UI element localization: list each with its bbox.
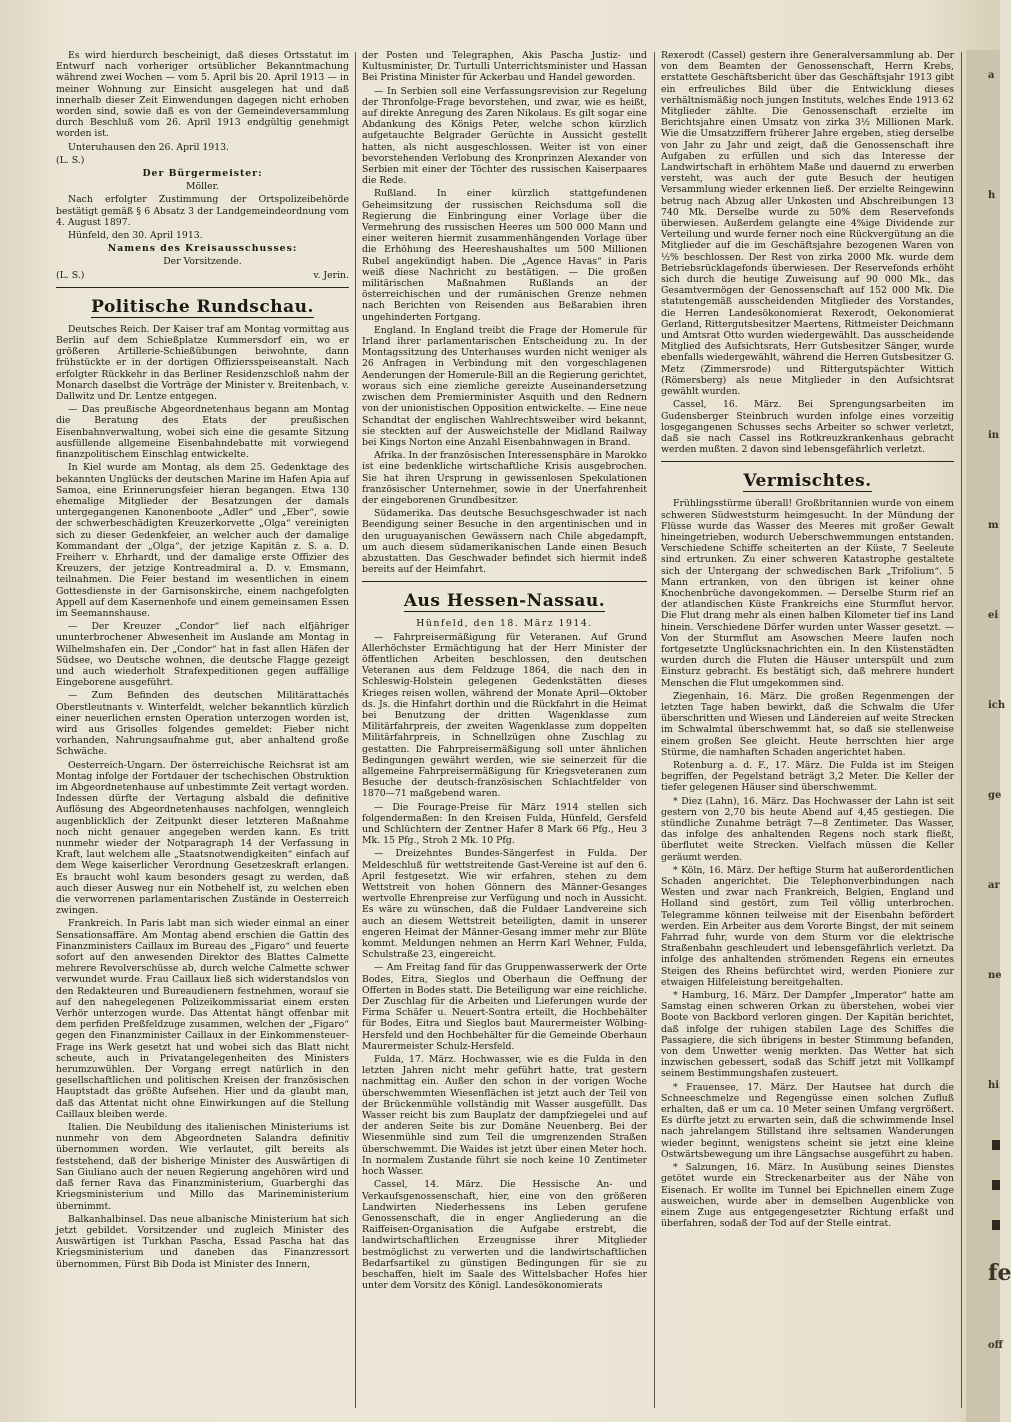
ornament-mark: [992, 1220, 1000, 1230]
paragraph: — Dreizehntes Bundes-Sängerfest in Fulda. Der Meldeschluß für wettstreitende Gast-Vereine ist auf den 6. April festgesetzt. Wie wir erfahren, stehen zu dem Wettstreit von hohen Gönnern des Männer-Gesanges wertvolle Ehrenpreise zur Verfügung und noch in Aussicht. Es wäre zu wünschen, daß die Fuldaer Landvereine sich auch an diesem Wettstreit beteiligten, damit in unserer engeren Heimat der Männer-Gesang immer mehr zur Blüte kommt. Meldungen nehmen an Herrn Karl Wehner, Fulda, Schulstraße 23, eingereicht.: [362, 848, 647, 961]
signature-title: Der Bürgermeister:: [142, 168, 263, 180]
seal-mark: (L. S.): [56, 154, 85, 166]
paragraph: * Köln, 16. März. Der heftige Sturm hat außerordentlichen Schaden angerichtet. Die Telephonverbindungen nach Westen und zwar nach Frankreich, Belgien, England und Holland sind gestört, zum Teil völlig unterbrochen. Telegramme können teilweise mit der Eisenbahn befördert werden. Ein Arbeiter aus dem Vororte Bingst, der mit seinem Fahrrad fuhr, wurde von dem Sturm vor die elektrische Straßenbahn geschleudert und lebensgefährlich verletzt. Da infolge des anhaltenden strömenden Regens ein erneutes Steigen des Rheins befürchtet wird, werden Pioniere zur etwaigen Hilfeleistung bereitgehalten.: [661, 864, 954, 988]
margin-fragment: ge: [988, 790, 1002, 801]
paragraph: Frankreich. In Paris labt man sich wieder einmal an einer Sensationsaffäre. Am Montag abend erschien die Gattin des Finanzministers Caillaux im Bureau des „Figaro“ und feuerte sofort auf den anwesenden Direktor des Blattes Calmette mehrere Revolverschüsse ab, durch welche Calmette schwer verwundet wurde. Frau Caillaux ließ sich widerstandslos von den Redakteuren und Bureaudienern festnehmen, worauf sie auf den nahegelegenen Polizeikommissariat einem ersten Verhör unterzogen wurde. Das Attentat hängt offenbar mit dem perfiden Preßfeldzuge zusammen, welchen der „Figaro“ gegen den Finanzminister Caillaux in der Einkommensteuer-Frage ins Werk gesetzt hat und wobei sich das Blatt nicht scheute, auch in Privatangelegenheiten des Ministers herumzuwühlen. Der Vorgang erregt natürlich in den gesellschaftlichen und politischen Kreisen der französischen Hauptstadt das größte Aufsehen. Hier und da glaubt man, daß das Attentat nicht ohne Einwirkungen auf die Stellung Caillaux bleiben werde.: [56, 918, 349, 1120]
column-1: [56, 50, 349, 1408]
paragraph: — In Serbien soll eine Verfassungsrevision zur Regelung der Thronfolge-Frage bevorstehen, und zwar, wie es heißt, auf direkte Anregung des Zaren Nikolaus. Es gilt sogar eine Abdankung des Königs Peter, welche schon kürzlich aufgetauchte Belgrader Gerüchte in Aussicht gestellt hatten, als nicht ausgeschlossen. Weiter ist von einer bevorstehenden Verlobung des Kronprinzen Alexander von Serbien mit einer der Töchter des russischen Kaiserpaares die Rede.: [362, 85, 647, 187]
paragraph: * Frauensee, 17. März. Der Hautsee hat durch die Schneeschmelze und Regengüsse einen solchen Zufluß erhalten, daß er um ca. 10 Meter seinen Umfang vergrößert. Es dürfte jetzt zu erwarten sein, daß die schwimmende Insel nach jahrelangem Stillstand ihre seltsamen Wanderungen wieder beginnt, wenigstens scheint sie jetzt eine kleine Ostwärtsbewegung um ihre Längsachse ausgeführt zu haben.: [661, 1081, 954, 1160]
paragraph: Südamerika. Das deutsche Besuchsgeschwader ist nach Beendigung seiner Besuche in den argentinischen und in den uruguayanischen Gewässern nach Chile abgedampft, um auch diesem südamerikanischen Lande einen Besuch abzustatten. Das Geschwader befindet sich hiermit indeß bereits auf der Heimfahrt.: [362, 508, 647, 576]
signature-title: Namens des Kreisausschusses:: [107, 243, 298, 255]
paragraph: Hünfeld, den 30. April 1913.: [68, 230, 203, 242]
margin-fragment: a: [988, 70, 995, 81]
section-heading: Aus Hessen-Nassau.: [403, 591, 606, 612]
column-rule: [355, 52, 356, 1408]
margin-fragment: ar: [988, 880, 1000, 891]
section-heading: Vermischtes.: [743, 471, 872, 492]
paragraph: Oesterreich-Ungarn. Der österreichische Reichsrat ist am Montag infolge der Fortdauer der tschechischen Obstruktion im Abgeordnetenhause auf unbestimmte Zeit vertagt worden. Indessen dürfte der Vertagung alsbald die definitive Auflösung des Abgeordnetenhauses nachfolgen, wenngleich augenblicklich der Zeitpunkt dieser letzteren Maßnahme noch nicht genauer angegeben werden kann. Es tritt nunmehr wieder der Notparagraph 14 der Verfassung in Kraft, laut welchem alle „Staatsnotwendigkeiten“ einfach auf dem Wege kaiserlicher Verordnung Gesetzeskraft erlangen. Es braucht wohl kaum besonders gesagt zu werden, daß auch dieser Ausweg nur ein Notbehelf ist, zu welchen eben die verworrenen parlamentarischen Zustände in Oesterreich zwingen.: [56, 759, 349, 917]
paragraph: Rexerodt (Cassel) gestern ihre Generalversammlung ab. Der von dem Beamten der Genossenschaft, Herrn Krebs, erstattete Geschäftsbericht über das Geschäftsjahr 1913 gibt ein erfreuliches Bild über die Entwicklung dieses verhältnismäßig noch jungen Instituts, welches Ende 1913 62 Mitglieder zählte. Die Genossenschaft erzielte im Berichtsjahre einen Umsatz von zirka 3½ Millionen Mark. Wie die Umsatzziffern früherer Jahre ergeben, stieg derselbe von Jahr zu Jahr und zeigt, daß die Genossenschaft ihre Aufgaben zu erfüllen und sich das Interesse der Landwirtschaft in erhöhtem Maße und dauernd zu erwerben versteht, was auch der gute Besuch der heutigen Versammlung wieder erkennen ließ. Der erzielte Reingewinn betrug nach Abzug aller Unkosten und Abschreibungen 13 740 Mk. Derselbe wurde zu 50% dem Reservefonds überwiesen. Außerdem gelangte eine 4%ige Dividende zur Verteilung und wurde ferner noch eine Rückvergütung an die Mitglieder auf die im Geschäftsjahre bezogenen Waren von ½% beschlossen. Der Rest von zirka 2000 Mk. wurde dem Betriebsrücklagefonds überwiesen. Der Reservefonds erhöht sich durch die heutige Zuweisung auf 90 000 Mk., das Gesamtvermögen der Genossenschaft auf 152 000 Mk. Die statutengemäß ausscheidenden Mitglieder des Vorstandes, die Herren Landesökonomierat Rexerodt, Oekonomierat Gerland, Rittergutsbesitzer Maertens, Rittmeister Deichmann und Amtsrat Otto wurden wiedergewählt. Das ausscheidende Mitglied des Aufsichtsrats, Herr Gutsbesitzer Sänger, wurde ebenfalls wiedergewählt, während die Herren Gutsbesitzer G. Metz (Zimmersrode) und Rittergutspächter Wittich (Römersberg) als neue Mitglieder in den Aufsichtsrat gewählt wurden.: [661, 50, 954, 398]
paragraph: England. In England treibt die Frage der Homerule für Irland ihrer parlamentarischen Entscheidung zu. In der Montagssitzung des Unterhauses wurden nicht weniger als 26 Anfragen in Verbindung mit den vorgeschlagenen Aenderungen der Homerule-Bill an die Regierung gerichtet, woraus sich eine ziemliche gereizte Auseinandersetzung zwischen dem Premierminister Asquith und den Rednern von der unionistischen Opposition entwickelte. — Eine neue Schandtat der englischen Wahlrechtsweiber wird bekannt, sie steckten auf der Ausweichstelle der Midland Railway bei Kings Norton eine Anzahl Eisenbahnwagen in Brand.: [362, 324, 647, 448]
dateline: Hünfeld, den 18. März 1914.: [416, 618, 593, 630]
section-heading: Politische Rundschau.: [91, 296, 314, 317]
paragraph: — Die Fourage-Preise für März 1914 stellen sich folgendermaßen: In den Kreisen Fulda, Hünfeld, Gersfeld und Schlüchtern der Zentner Hafer 8 Mark 66 Pfg., Heu 3 Mk. 15 Pfg., Stroh 2 Mk. 10 Pfg.: [362, 801, 647, 847]
signature-name: v. Jerin.: [313, 269, 349, 281]
signature-row: [56, 270, 349, 281]
paragraph: Unteruhausen den 26. April 1913.: [68, 141, 229, 153]
section-divider: [56, 287, 349, 288]
paragraph: In Kiel wurde am Montag, als dem 25. Gedenktage des bekannten Unglücks der deutschen Marine im Hafen Apia auf Samoa, eine Erinnerungsfeier hieran begangen. Etwa 130 ehemalige Mitglieder der Besatzungen der damals untergegangenen Kanonenboote „Adler“ und „Eber“, sowie der schwerbeschädigten Kreuzerkorvette „Olga“ vereinigten sich zu dieser Gedenkfeier, an welcher auch der damalige Kommandant der „Olga“, der jetzige Kapitän z. S. a. D. Freiherr v. Ehrhardt, und der damalige erste Offizier des Kreuzers, der jetzige Kontreadmiral a. D. v. Emsmann, teilnahmen. Die Feier bestand im wesentlichen in einem Gottesdienste in der Garnisonskirche, einem nachgefolgten Appell auf dem Kasernenhofe und einem gemeinsamen Essen im Seemannshause.: [56, 462, 349, 619]
ornament-mark: [992, 1140, 1000, 1150]
seal-mark: (L. S.): [56, 269, 85, 281]
paragraph: Es wird hierdurch bescheinigt, daß dieses Ortsstatut im Entwurf nach vorheriger ortsüblicher Bekanntmachung während zwei Wochen — vom 5. April bis 20. April 1913 — in meiner Wohnung zur Einsicht ausgelegen hat und daß innerhalb dieser Zeit Einwendungen dagegen nicht erhoben worden sind, sowie daß es von der Gemeindeversammlung durch Beschluß vom 26. April 1913 endgültig genehmigt worden ist.: [56, 50, 349, 140]
paragraph: Rußland. In einer kürzlich stattgefundenen Geheimsitzung der russischen Reichsduma soll die Regierung die Einbringung einer Vorlage über die Vermehrung des russischen Heeres um 500 000 Mann und einer weiteren hiermit zusammenhängenden Vorlage über die Erhöhung des Heereshaushaltes um 500 Millionen Rubel angekündigt haben. Die „Agence Havas“ in Paris weiß diese Nachricht zu bestätigen. — Die großen militärischen Maßnahmen Rußlands an der österreichischen und der rumänischen Grenze nehmen nach Berichten von Reisenden aus Beßarabien ihren ungehinderten Fortgang.: [362, 188, 647, 323]
paragraph: Ziegenhain, 16. März. Die großen Regenmengen der letzten Tage haben bewirkt, daß die Schwalm die Ufer überschritten und Wiesen und Ländereien auf weite Strecken im Schwalmtal überschwemmt hat, so daß sie stellenweise einem großen See gleicht. Heute herrschten hier arge Stürme, die namhaften Schaden angerichtet haben.: [661, 690, 954, 758]
paragraph: Rotenburg a. d. F., 17. März. Die Fulda ist im Steigen begriffen, der Pegelstand beträgt 3,2 Meter. Die Keller der tiefer gelegenen Häuser sind überschwemmt.: [661, 759, 954, 794]
paragraph: der Posten und Telegraphen, Akis Pascha Justiz- und Kultusminister, Dr. Turtulli Unterrichtsminister und Hassan Bei Pristina Minister für Ackerbau und Handel geworden.: [362, 50, 647, 84]
margin-fragment: off: [988, 1340, 1003, 1351]
paragraph: * Salzungen, 16. März. In Ausübung seines Dienstes getötet wurde ein Streckenarbeiter aus der Nähe von Eisenach. Er wollte im Tunnel bei Epichnellen einem Zuge ausweichen, wurde aber in demselben Augenblicke von einem Zuge aus entgegengesetzter Richtung erfaßt und überfahren, sodaß der Tod auf der Stelle eintrat.: [661, 1162, 954, 1230]
margin-fragment: ich: [988, 700, 1006, 711]
margin-fragment: ne: [988, 970, 1002, 981]
paragraph: — Das preußische Abgeordnetenhaus begann am Montag die Beratung des Etats der preußischen Eisenbahnverwaltung, wobei sich eine die gesamte Sitzung ausfüllende allgemeine Eisenbahndebatte mit vorwiegend finanzpolitischem Einschlag entwickelte.: [56, 404, 349, 461]
column-2: [362, 50, 647, 1408]
paragraph: Deutsches Reich. Der Kaiser traf am Montag vormittag aus Berlin auf dem Schießplatze Kummersdorf ein, wo er größeren Artillerie-Schießübungen beiwohnte, dann frühstückte er in der dortigen Offiziersspeiseanstalt. Nach erfolgter Rückkehr in das Berliner Residenzschloß nahm der Monarch daselbst die Vorträge der Minister v. Breitenbach, v. Dallwitz und Dr. Lentze entgegen.: [56, 323, 349, 403]
paragraph: Cassel, 16. März. Bei Sprengungsarbeiten im Gudensberger Steinbruch wurden infolge eines vorzeitig losgegangenen Schusses sechs Arbeiter so schwer verletzt, daß sie nach Cassel ins Rotkreuzkrankenhaus gebracht werden mußten. 2 davon sind lebensgefährlich verletzt.: [661, 399, 954, 456]
signature-name: Möller.: [186, 181, 219, 193]
signature-subtitle: Der Vorsitzende.: [163, 256, 242, 268]
paragraph: Italien. Die Neubildung des italienischen Ministeriums ist nunmehr von dem Abgeordneten Salandra definitiv übernommen worden. Wie verlautet, gilt bereits als feststehend, daß der bisherige Minister des Auswärtigen di San Giuliano auch der neuen Regierung angehören wird und daß ferner Rava das Finanzministerium, Guarberghi das Kriegsministerium und Millo das Marineministerium übernimmt.: [56, 1122, 349, 1212]
ornament-mark: [992, 1180, 1000, 1190]
margin-fragment: fe: [988, 1260, 1011, 1286]
column-rule: [654, 52, 655, 1408]
paragraph: Cassel, 14. März. Die Hessische An- und Verkaufsgenossenschaft, hier, eine von den größeren Landwirten Niederhessens ins Leben gerufene Genossenschaft, die in enger Angliederung an die Raiffeisen-Organisation die Aufgabe erstrebt, die landwirtschaftlichen Erzeugnisse ihrer Mitglieder bestmöglichst zu verwerten und die landwirtschaftlichen Bedarfsartikel zu günstigen Bedingungen für sie zu beschaffen, hielt im Saale des Wittelsbacher Hofes hier unter dem Vorsitz des Königl. Landesökonomierats: [362, 1179, 647, 1292]
margin-fragment: m: [988, 520, 999, 531]
paragraph: * Hamburg, 16. März. Der Dampfer „Imperator“ hatte am Samstag einen schweren Orkan zu überstehen, wobei vier Boote von Backbord verloren gingen. Der Kapitän berichtet, daß infolge der ruhigen stabilen Lage des Schiffes die Passagiere, die sich übrigens in bester Stimmung befanden, von dem Unwetter wenig merkten. Das Wetter hat sich inzwischen gebessert, sodaß das Schiff jetzt mit Vollkampf seinem Bestimmungshafen zusteuert.: [661, 990, 954, 1080]
paragraph: — Am Freitag fand für das Gruppenwasserwerk der Orte Bodes, Eitra, Sieglos und Oberhaun die Oeffnung der Offerten in Bodes statt. Die Beteiligung war eine reichliche. Der Zuschlag für die Arbeiten und Lieferungen wurde der Firma Schäfer u. Neuert-Sontra erteilt, die Hochbehälter für Bodes, Eitra und Sieglos baut Maurermeister Wölbing-Hersfeld und den Hochbehälter für die Gemeinde Oberhaun Maurermeister Schulz-Hersfeld.: [362, 962, 647, 1052]
section-divider: [661, 461, 954, 462]
paragraph: Nach erfolgter Zustimmung der Ortspolizeibehörde bestätigt gemäß § 6 Absatz 3 der Landgemeindeordnung vom 4. August 1897.: [56, 194, 349, 228]
section-divider: [362, 581, 647, 582]
paragraph: Balkanhalbinsel. Das neue albanische Ministerium hat sich jetzt gebildet. Vorsitzender und zugleich Minister des Auswärtigen ist Turkhan Pascha, Essad Pascha hat das Kriegsministerium und daneben das Finanzressort übernommen, Fürst Bib Doda ist Minister des Innern,: [56, 1213, 349, 1270]
column-rule: [961, 52, 962, 1408]
paragraph: Fulda, 17. März. Hochwasser, wie es die Fulda in den letzten Jahren nicht mehr geführt hatte, trat gestern nachmittag ein. Außer den schon in der vorigen Woche überschwemmten Wiesenflächen ist jetzt auch der Teil von der Brückenmühle vollständig mit Wasser ausgefüllt. Das Wasser reicht bis zum Bauplatz der dampfziegelei und auf der anderen Seite bis zur Domäne Neuenberg. Bei der Wiesenmühle sind zum Teil die umgrenzenden Straßen überschwemmt. Die Waides ist jetzt über einen Meter hoch. In normalem Zustande führt sie noch keine 10 Zentimeter hoch Wasser.: [362, 1054, 647, 1178]
paragraph: * Diez (Lahn), 16. März. Das Hochwasser der Lahn ist seit gestern von 2,70 bis heute Abend auf 4,45 gestiegen. Die stündliche Zunahme beträgt 7—8 Zentimeter. Das Wasser, das infolge des anhaltenden Regens noch stark fließt, überflutet weite Strecken. Vielfach müssen die Keller geräumt werden.: [661, 795, 954, 863]
paragraph: Frühlingsstürme überall! Großbritannien wurde von einem schweren Südweststurm heimgesucht. In der Mündung der Flüsse wurde das Wasser des Meeres mit großer Gewalt hineingetrieben, wodurch Ueberschwemmungen entstanden. Verschiedene Schiffe scheiterten an der Küste, 7 Seeleute sind ertrunken. Zu einer schweren Katastrophe gestaltete sich der Untergang der schwedischen Bark „Trifolium“. 5 Mann ertranken, von den übrigen ist keiner ohne Knochenbrüche davongekommen. — Derselbe Sturm rief an der atlandischen Küste Frankreichs eine Sturmflut hervor. Die Flut drang mehr als einen halben Kilometer tief ins Land hinein. Verschiedene Dörfer wurden unter Wasser gesetzt. — Von der Sturmflut am Asowschen Meere laufen noch fortgesetzte Unglücksnachrichten ein. In den Küstenstädten wurden durch die Fluten die Häuser unterspült und zum Einsturz gebracht. Es bestätigt sich, daß mehrere hundert Menschen die Flut umgekommen sind.: [661, 498, 954, 689]
margin-fragment: h: [988, 190, 996, 201]
paragraph: Afrika. In der französischen Interessensphäre in Marokko ist eine bedenkliche wirtschaftliche Krisis ausgebrochen. Sie hat ihren Ursprung in gewissenlosen Spekulationen französischer Unternehmer, sowie in der Unerfahrenheit der eingeborenen Grundbesitzer.: [362, 450, 647, 506]
paragraph: — Der Kreuzer „Condor“ lief nach elfjähriger ununterbrochener Abwesenheit im Auslande am Montag in Wilhelmshafen ein. Der „Condor“ hat in fast allen Häfen der Südsee, wo Deutsche wohnen, die deutsche Flagge gezeigt und auch wiederholt Strafexpeditionen gegen auffällige Eingeborene ausgeführt.: [56, 621, 349, 689]
adjacent-page-strip: [966, 50, 1011, 1422]
margin-fragment: ei: [988, 610, 999, 621]
paragraph: — Zum Befinden des deutschen Militärattachés Oberstleutnants v. Winterfeldt, welcher bekanntlich kürzlich einer neuerlichen ernsten Operation unterzogen worden ist, wird aus Grisolles folgendes gemeldet: Fieber nicht vorhanden, Nahrungsaufnahme gut, aber anhaltend große Schwäche.: [56, 690, 349, 758]
margin-fragment: in: [988, 430, 1000, 441]
paragraph: — Fahrpreisermäßigung für Veteranen. Auf Grund Allerhöchster Ermächtigung hat der Herr Minister der öffentlichen Arbeiten beschlossen, den deutschen Veteranen aus dem Feldzuge 1864, die nach den in Schleswig-Holstein gelegenen Gedenkstätten dieses Krieges reisen wollen, während der Monate April—Oktober ds. Js. die Hinfahrt dorthin und die Rückfahrt in die Heimat bei Benutzung der dritten Wagenklasse zum Militärfahrpreis, der zweiten Wagenklasse zum doppelten Militärfahrpreis, in Schnellzügen ohne Zuschlag zu gestatten. Die Fahrpreisermäßigung soll unter ähnlichen Bedingungen gewährt werden, wie sie seinerzeit für die allgemeine Fahrpreisermäßigung für Kriegsveteranen zum Besuche der deutsch-französischen Schlachtfelder von 1870—71 maßgebend waren.: [362, 631, 647, 800]
column-3: [661, 50, 954, 1408]
margin-fragment: hi: [988, 1080, 1000, 1091]
